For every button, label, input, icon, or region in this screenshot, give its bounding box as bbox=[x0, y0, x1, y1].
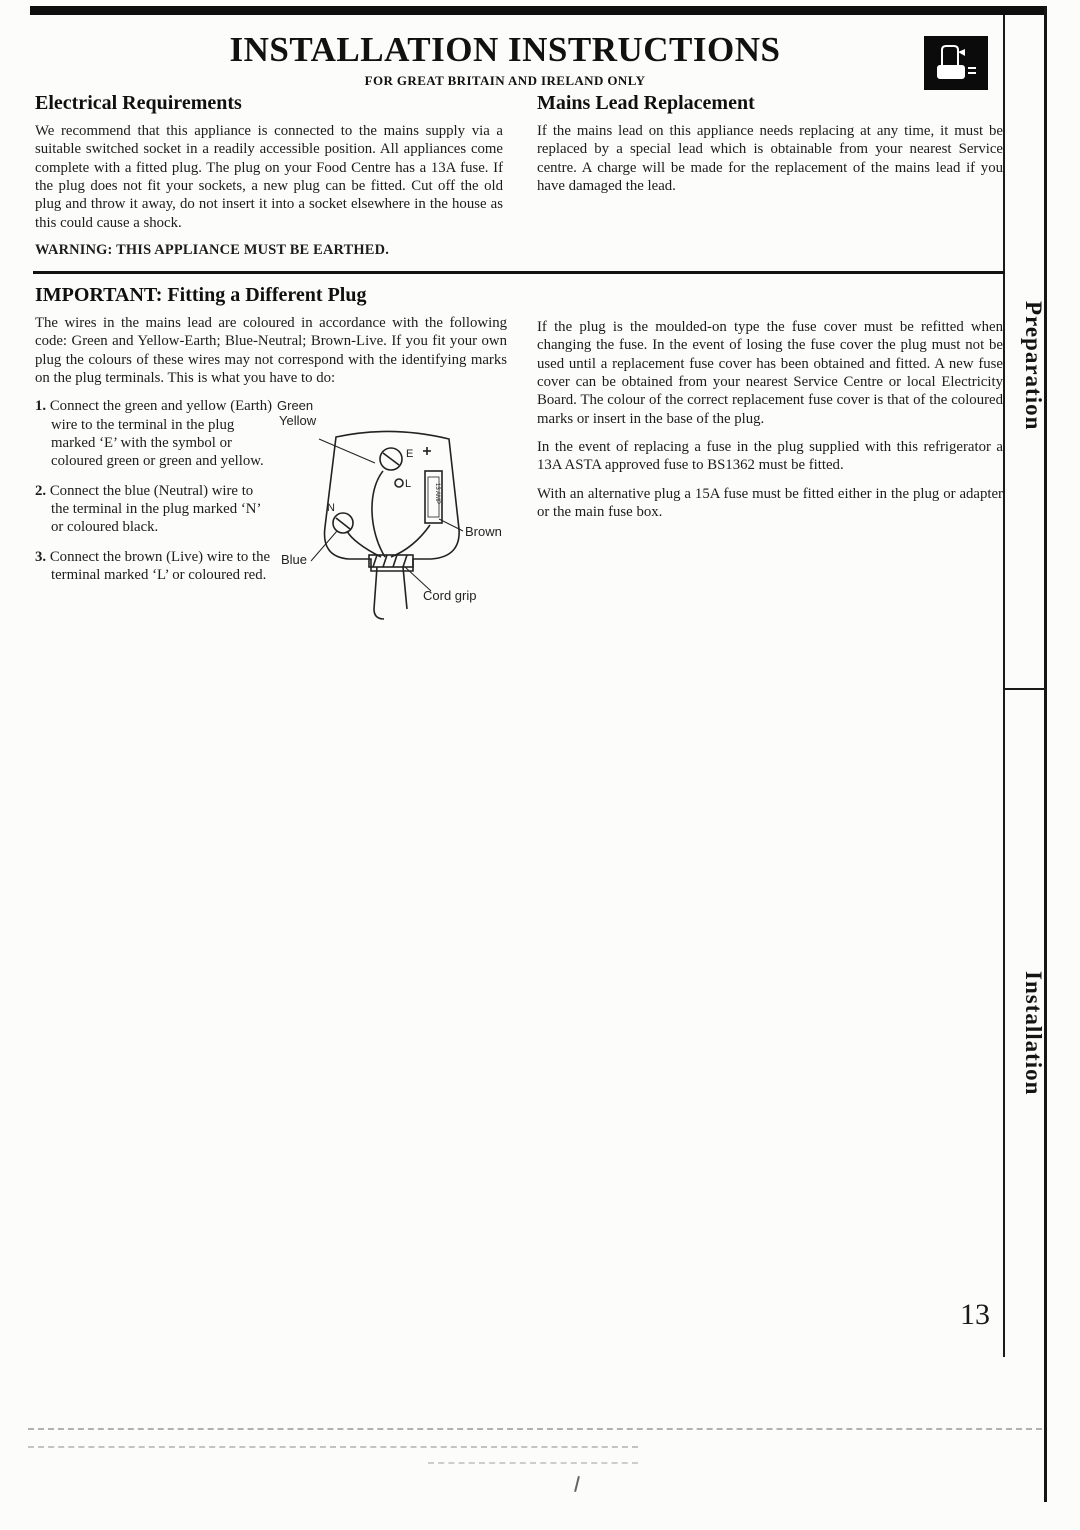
important-intro: The wires in the mains lead are coloured in accordance with the following code: Green and Yellow-Earth; Blue-Neutral; Brown-Live. If you fit your own plug the colours of these wires may not correspond with the identifying marks on the plug terminals. This is what you have to do: bbox=[35, 315, 507, 387]
outer-right-border bbox=[1044, 6, 1047, 1502]
step-text: Connect the green and yellow (Earth) wire to the terminal in the plug marked ‘E’ with the symbol or coloured green or green and yellow. bbox=[49, 398, 273, 470]
top-rule bbox=[30, 6, 1046, 15]
scan-artifact-line bbox=[28, 1428, 1042, 1430]
section-fuse-info bbox=[537, 318, 1003, 531]
sidebar-tab-installation: Installation bbox=[1021, 970, 1046, 1096]
electrical-heading: Electrical Requirements bbox=[35, 92, 242, 114]
plug-wiring-diagram bbox=[273, 397, 507, 632]
step-number: 1. bbox=[35, 398, 47, 415]
fuse-paragraph-2: In the event of replacing a fuse in the plug supplied with this refrigerator a 13A ASTA approved fuse to BS1362 must be fitted. bbox=[537, 439, 1003, 474]
fuse-paragraph-1: If the plug is the moulded-on type the fuse cover must be refitted when changing the fuse. In the event of losing the fuse cover the plug must not be used until a replacement fuse cover has been obtained and fitted. A new fuse cover can be obtained from your nearest Service Centre or local Electricity Board. The colour of the correct replacement fuse cover is that of the coloured marks or insert in the base of the plug. bbox=[537, 319, 1003, 427]
sidebar-section-divider bbox=[1003, 688, 1046, 690]
section-divider-rule bbox=[33, 271, 1005, 274]
mains-lead-body: If the mains lead on this appliance needs replacing at any time, it must be replaced by a special lead which is obtainable from your nearest Service centre. A charge will be made for the replacement of the mains lead if you have damaged the lead. bbox=[537, 123, 1003, 195]
page-title: INSTALLATION INSTRUCTIONS bbox=[229, 30, 781, 69]
wiring-step-1 bbox=[35, 397, 273, 470]
cord-grip-label: Cord grip bbox=[423, 588, 477, 604]
wiring-step-2 bbox=[35, 482, 273, 537]
page-subtitle: FOR GREAT BRITAIN AND IRELAND ONLY bbox=[364, 72, 646, 88]
section-electrical-requirements bbox=[35, 92, 503, 259]
step-text: Connect the blue (Neutral) wire to the terminal in the plug marked ‘N’ or coloured black. bbox=[49, 482, 261, 536]
appliance-icon-art bbox=[932, 42, 980, 84]
terminal-e-label: E bbox=[406, 448, 414, 461]
fuse-rating-label: 13 AMP bbox=[434, 483, 440, 505]
page-header bbox=[30, 32, 980, 89]
green-label: Green bbox=[277, 398, 314, 414]
fuse-paragraph-3: With an alternative plug a 15A fuse must be fitted either in the plug or adapter or the main fuse box. bbox=[537, 485, 1003, 521]
step-text: Connect the brown (Live) wire to the terminal marked ‘L’ or coloured red. bbox=[49, 548, 271, 584]
scan-artifact-line bbox=[428, 1462, 638, 1464]
step-number: 2. bbox=[35, 482, 47, 499]
brown-label: Brown bbox=[465, 524, 502, 540]
content-right-border bbox=[1003, 15, 1005, 1357]
electrical-body: We recommend that this appliance is connected to the mains supply via a suitable switched socket in a readily accessible position. All appliances come complete with a fitted plug. The plug on your Food Centre has a 13A fuse. If the plug does not fit your sockets, a new plug can be fitted. Cut off the old plug and throw it away, do not insert it into a socket elsewhere in the house as this could cause a shock. bbox=[35, 123, 503, 231]
sidebar-tab-preparation: Preparation bbox=[1021, 301, 1046, 431]
important-heading: IMPORTANT: Fitting a Different Plug bbox=[35, 284, 367, 306]
wiring-step-3 bbox=[35, 548, 273, 585]
earthing-warning: WARNING: THIS APPLIANCE MUST BE EARTHED. bbox=[35, 242, 389, 259]
mains-lead-heading: Mains Lead Replacement bbox=[537, 92, 755, 114]
scan-artifact-mark bbox=[574, 1476, 580, 1492]
wiring-steps bbox=[35, 397, 273, 632]
blue-label: Blue bbox=[281, 552, 308, 568]
page-number: 13 bbox=[960, 1298, 990, 1331]
yellow-label: Yellow bbox=[279, 412, 317, 428]
appliance-icon bbox=[924, 36, 988, 90]
terminal-l-label: L bbox=[405, 478, 412, 491]
section-mains-lead bbox=[537, 92, 1003, 205]
terminal-n-label: N bbox=[327, 502, 335, 515]
scan-artifact-line bbox=[28, 1446, 638, 1448]
steps-and-diagram bbox=[35, 397, 507, 632]
section-fitting-plug bbox=[35, 284, 507, 632]
green-yellow-label bbox=[277, 399, 316, 428]
step-number: 3. bbox=[35, 548, 47, 565]
